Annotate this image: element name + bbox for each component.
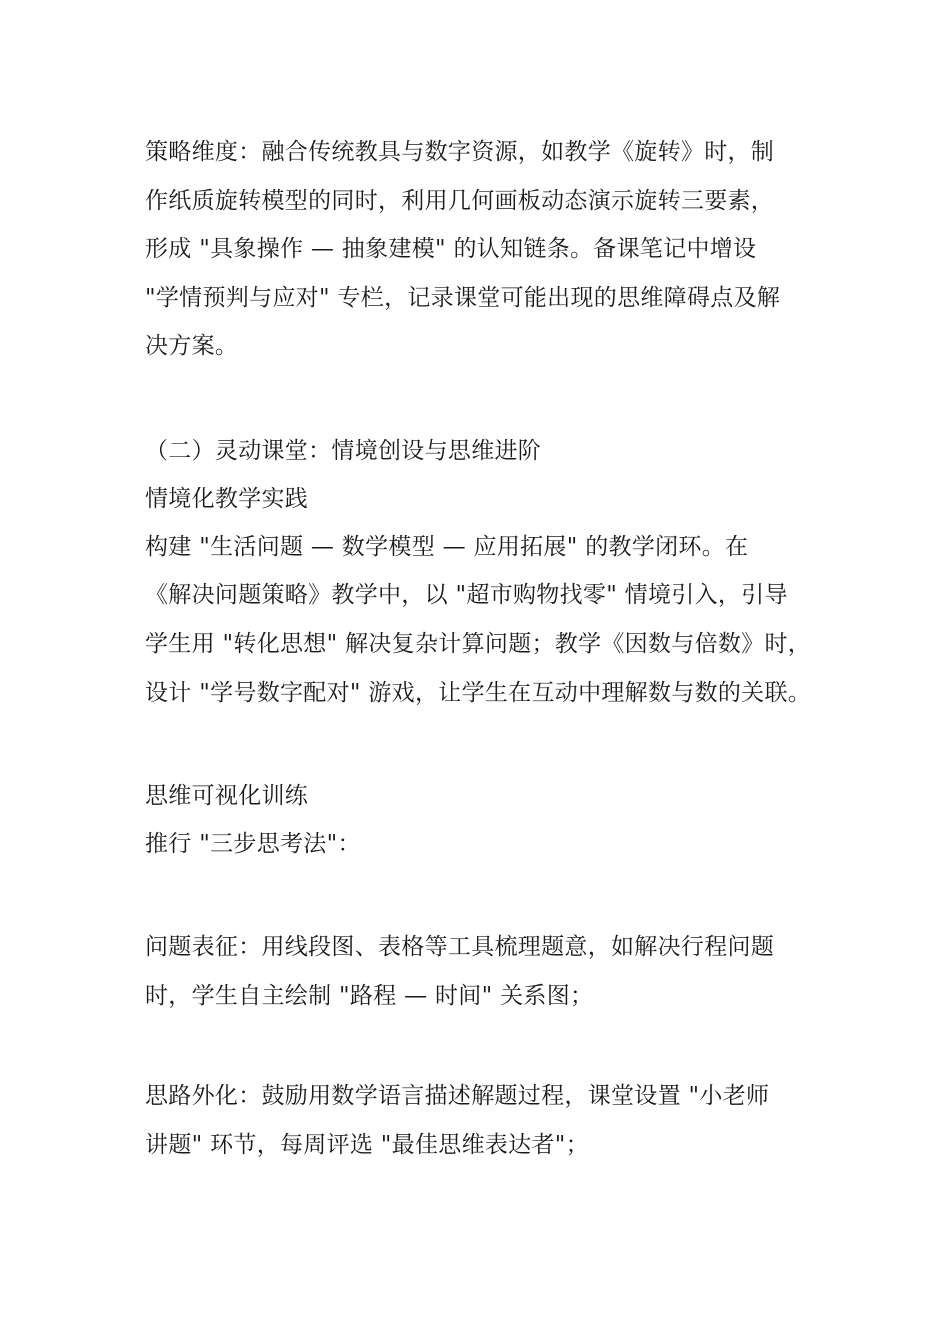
intro-line: 推行 "三步思考法"： [145,831,361,857]
text-line: 问题表征：用线段图、表格等工具梳理题意，如解决行程问题 [145,934,775,960]
text-line: 决方案。 [145,333,239,359]
text-line: 思路外化：鼓励用数学语言描述解题过程，课堂设置 "小老师 [145,1083,770,1109]
text-line: 设计 "学号数字配对" 游戏，让学生在互动中理解数与数的关联。 [145,680,812,706]
subsection-heading: 思维可视化训练 [145,783,309,809]
text-line: 构建 "生活问题 — 数学模型 — 应用拓展" 的教学闭环。在 [145,534,749,560]
text-line: 《解决问题策略》教学中，以 "超市购物找零" 情境引入，引导 [145,582,788,608]
text-line: 策略维度：融合传统教具与数字资源，如教学《旋转》时，制 [145,139,775,165]
subsection-heading: 情境化教学实践 [145,486,309,512]
text-line: 形成 "具象操作 — 抽象建模" 的认知链条。备课笔记中增设 [145,236,757,262]
section-heading: （二）灵动课堂：情境创设与思维进阶 [145,438,542,464]
text-line: 时，学生自主绘制 "路程 — 时间" 关系图； [145,983,594,1009]
text-line: 学生用 "转化思想" 解决复杂计算问题；教学《因数与倍数》时， [145,631,812,657]
text-line: 作纸质旋转模型的同时，利用几何画板动态演示旋转三要素， [145,188,775,214]
text-line: 讲题" 环节，每周评选 "最佳思维表达者"； [145,1132,589,1158]
text-line: "学情预判与应对" 专栏，记录课堂可能出现的思维障碍点及解 [145,285,781,311]
